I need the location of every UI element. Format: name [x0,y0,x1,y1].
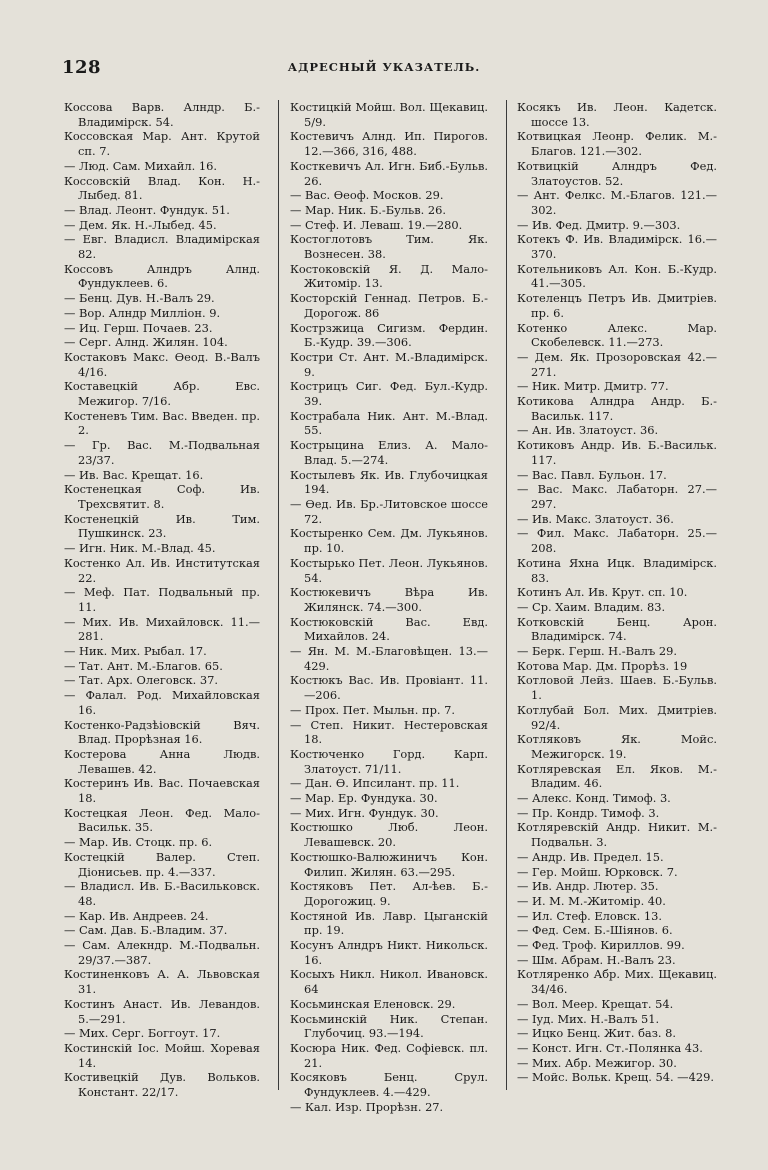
directory-entry: — Берк. Герш. Н.-Валъ 29. [517,644,677,659]
column-divider [506,100,507,1090]
directory-entry: Костюшко-Валюжиничъ Кон. Филип. Жилян. 63.—295. [290,849,488,879]
directory-entry: Котиковъ Андр. Ив. Б.-Васильк. 117. [517,438,717,467]
directory-entry: — Андр. Ив. Предел. 15. [517,849,664,864]
directory-entry: Котлубай Бол. Мих. Дмитріев. 92/4. [517,702,717,732]
directory-entry: Коссовъ Алндръ Алнд. Фундуклеев. 6. [64,261,260,291]
directory-entry: — Иц. Герш. Почаев. 23. [64,320,213,335]
directory-entry: Котляковъ Як. Мойс. Межигорск. 19. [517,732,717,761]
directory-entry: — Ив. Андр. Лютер. 35. [517,879,659,894]
directory-entry: Костюченко Горд. Карп. Златоуст. 71/11. [290,746,488,776]
directory-entry: — Сам. Алекндр. М.-Подвальн. 29/37.—387. [64,938,260,967]
directory-entry: Костоковскій Я. Д. Мало-Житомір. 13. [290,261,488,291]
directory-entry: Костевичъ Алнд. Ип. Пирогов. 12.—366, 316, 488. [290,129,488,159]
directory-entry: Костиненковъ А. А. Львовская 31. [64,967,260,997]
directory-entry: — Мих. Игн. Фундук. 30. [290,805,439,820]
directory-entry: Кострабала Ник. Ант. М.-Влад. 55. [290,408,488,438]
directory-entry: Костырько Пет. Леон. Лукьянов. 54. [290,555,488,585]
directory-entry: — Вор. Алндр Милліон. 9. [64,305,221,320]
directory-entry: Котляренко Абр. Мих. Щекавиц. 34/46. [517,967,717,997]
directory-entry: — Вас. Өеоф. Москов. 29. [290,188,444,203]
directory-entry: — Бенц. Дув. Н.-Валъ 29. [64,291,215,306]
directory-entry: Косюра Ник. Фед. Софіевск. пл. 21. [290,1041,488,1070]
directory-entry: — Ив. Макс. Златоуст. 36. [517,511,674,526]
directory-entry: Котинъ Ал. Ив. Крут. сп. 10. [517,585,688,600]
directory-entry: — Ицко Бенц. Жит. баз. 8. [517,1026,677,1041]
directory-entry: — Мойс. Вольк. Крещ. 54. —429. [517,1070,714,1085]
directory-entry: — Дем. Як. Прозоровская 42.—271. [517,349,717,379]
directory-entry: Костюковскій Вас. Евд. Михайлов. 24. [290,614,488,644]
directory-entry: — Вол. Меер. Крещат. 54. [517,996,674,1011]
directory-entry: — Фалал. Род. Михайловская 16. [64,688,260,717]
directory-entry: Котляревская Ел. Яков. М.-Владим. 46. [517,761,717,791]
directory-entry: Котляревскій Андр. Никит. М.-Подвальн. 3. [517,820,717,850]
directory-entry: Костеринъ Ив. Вас. Почаевская 18. [64,776,260,806]
directory-entry: Костюшко Люб. Леон. Левашевск. 20. [290,820,488,850]
directory-entry: — Фед. Троф. Кириллов. 99. [517,938,685,953]
directory-entry: Костри Ст. Ант. М.-Владимірск. 9. [290,349,488,379]
directory-entry: — Ср. Хаим. Владим. 83. [517,599,666,614]
directory-entry: — Пр. Кондр. Тимоф. 3. [517,805,660,820]
directory-entry: Коссовскій Влад. Кон. Н.-Лыбед. 81. [64,173,260,203]
directory-entry: — Вас. Макс. Лабаторн. 27.—297. [517,482,717,511]
column-2 [290,100,488,1115]
directory-entry: Котковскій Бенц. Арон. Владимірск. 74. [517,614,717,644]
directory-entry: Котова Мар. Дм. Прорѣз. 19 [517,658,688,673]
directory-entry: — Степ. Никит. Нестеровская 18. [290,717,488,747]
directory-entry: Косьминская Еленовск. 29. [290,996,456,1011]
directory-entry: Костинскій Іос. Мойш. Хоревая 14. [64,1041,260,1070]
directory-entry: — Өед. Ив. Бр.-Литовское шоссе 72. [290,496,488,526]
directory-entry: Косторскій Геннад. Петров. Б.-Дорогож. 86 [290,291,488,320]
directory-entry: — Ант. Фелкс. М.-Благов. 121.—302. [517,188,717,217]
directory-entry: — Владисл. Ив. Б.-Васильковск. 48. [64,879,260,908]
directory-entry: — Стеф. И. Леваш. 19.—280. [290,217,463,232]
directory-entry: — Конст. Игн. Ст.-Полянка 43. [517,1041,703,1055]
page-number: 128 [62,57,102,78]
directory-entry: — Мар. Ив. Стоцк. пр. 6. [64,835,213,850]
directory-entry: Котельниковъ Ал. Кон. Б.-Кудр. 41.—305. [517,261,717,291]
directory-entry: — Мар. Ник. Б.-Бульв. 26. [290,202,447,217]
directory-entry: — Ник. Митр. Дмитр. 77. [517,379,669,394]
directory-entry: — Вас. Павл. Бульон. 17. [517,467,667,482]
directory-entry: Кострзжица Сигизм. Фердин. Б.-Кудр. 39.—306. [290,320,488,350]
directory-entry: Котвицкій Алндръ Фед. Златоустов. 52. [517,158,717,188]
directory-entry: — Меф. Пат. Подвальный пр. 11. [64,585,260,614]
column-1 [64,100,260,1100]
directory-entry: Коссовская Мар. Ант. Крутой сп. 7. [64,129,260,159]
directory-entry: Костыренко Сем. Дм. Лукьянов. пр. 10. [290,526,488,556]
directory-entry: — Мих. Серг. Боггоут. 17. [64,1026,221,1041]
directory-entry: — Евг. Владисл. Владимірская 82. [64,232,260,262]
directory-entry: Косыхъ Никл. Никол. Ивановск. 64 [290,967,488,997]
directory-entry: — Ив. Вас. Крещат. 16. [64,467,204,482]
directory-entry: Костылевъ Як. Ив. Глубочицкая 194. [290,467,488,497]
directory-entry: — Фил. Макс. Лабаторн. 25.—208. [517,526,717,556]
directory-entry: — Влад. Леонт. Фундук. 51. [64,202,230,217]
directory-entry: — Іуд. Мих. Н.-Валъ 51. [517,1011,660,1026]
directory-entry: Коставецкій Абр. Евс. Межигор. 7/16. [64,379,260,409]
directory-entry: Костаковъ Макс. Өеод. В.-Валъ 4/16. [64,349,260,379]
directory-entry: Костюкъ Вас. Ив. Провіант. 11.—206. [290,673,488,703]
directory-entry: — Мих. Абр. Межигор. 30. [517,1055,677,1070]
directory-entry: Котина Яхна Ицк. Владимірск. 83. [517,555,717,585]
directory-entry: — Ил. Стеф. Еловск. 13. [517,908,663,923]
directory-entry: — Ив. Фед. Дмитр. 9.—303. [517,217,681,232]
column-divider [278,100,279,1090]
directory-entry: Костецкая Леон. Фед. Мало-Васильк. 35. [64,805,260,835]
directory-entry: — Дан. Ө. Ипсилант. пр. 11. [290,776,460,791]
directory-entry: Костивецкій Дув. Вольков. Констант. 22/17. [64,1070,260,1100]
directory-entry: Костеневъ Тим. Вас. Введен. пр. 2. [64,408,260,438]
directory-entry: Костяковъ Пет. Ал-ѣев. Б.-Дорогожиц. 9. [290,879,488,908]
directory-entry: — Ан. Ив. Златоуст. 36. [517,423,659,438]
directory-entry: Котенко Алекс. Мар. Скобелевск. 11.—273. [517,320,717,350]
directory-entry: Котвицкая Леонр. Фелик. М.-Благов. 121.—302. [517,129,717,159]
column-3 [517,100,717,1085]
directory-entry: — И. М. М.-Житомір. 40. [517,893,666,908]
directory-entry: — Гер. Мойш. Юрковск. 7. [517,864,678,879]
directory-entry: Косьминскій Ник. Степан. Глубочиц. 93.—194. [290,1011,488,1041]
directory-entry: — Кал. Изр. Прорѣзн. 27. [290,1099,444,1114]
directory-entry: Костоглотовъ Тим. Як. Вознесен. 38. [290,232,488,262]
directory-entry: Кострыцина Елиз. А. Мало-Влад. 5.—274. [290,438,488,467]
directory-entry: — Игн. Ник. М.-Влад. 45. [64,541,216,556]
directory-entry: — Ник. Мих. Рыбал. 17. [64,644,207,659]
directory-entry: Костенко-Радзѣіовскій Вяч. Влад. Прорѣзная 16. [64,717,260,747]
directory-entry: Косякъ Ив. Леон. Кадетск. шоссе 13. [517,100,717,129]
directory-entry: — Люд. Сам. Михайл. 16. [64,158,217,173]
directory-entry: Котекъ Ф. Ив. Владимірск. 16.—370. [517,232,717,262]
directory-entry: Косунъ Алндръ Никт. Никольск. 16. [290,938,488,967]
directory-entry: — Серг. Алнд. Жилян. 104. [64,335,228,350]
directory-entry: — Мих. Ив. Михайловск. 11.—281. [64,614,260,644]
directory-entry: Котловой Лейз. Шаев. Б.-Бульв. 1. [517,673,717,703]
directory-entry: Костецкій Валер. Степ. Діонисьев. пр. 4.—337. [64,849,260,879]
directory-entry: Костенко Ал. Ив. Институтская 22. [64,555,260,585]
directory-entry: — Шм. Абрам. Н.-Валъ 23. [517,952,676,967]
directory-entry: Костяной Ив. Лавр. Цыганскій пр. 19. [290,908,488,938]
directory-entry: Косяковъ Бенц. Срул. Фундуклеев. 4.—429. [290,1070,488,1100]
directory-entry: Котеленцъ Петръ Ив. Дмитріев. пр. 6. [517,291,717,320]
directory-entry: Котикова Алндра Андр. Б.-Васильк. 117. [517,394,717,423]
directory-entry: Костенецкій Ив. Тим. Пушкинск. 23. [64,511,260,541]
directory-entry: — Фед. Сем. Б.-Шіянов. 6. [517,923,673,938]
directory-entry: — Ян. М. М.-Благовѣщен. 13.—429. [290,644,488,673]
directory-entry: Костюкевичъ Вѣра Ив. Жилянск. 74.—300. [290,585,488,614]
directory-entry: Костинъ Анаст. Ив. Левандов. 5.—291. [64,996,260,1026]
directory-entry: — Мар. Ер. Фундука. 30. [290,791,438,806]
directory-entry: Костицкій Мойш. Вол. Щекавиц. 5/9. [290,100,488,129]
directory-entry: — Кар. Ив. Андреев. 24. [64,908,209,923]
directory-entry: — Алекс. Конд. Тимоф. 3. [517,791,671,806]
directory-entry: Костенецкая Соф. Ив. Трехсвятит. 8. [64,482,260,511]
directory-entry: — Дем. Як. Н.-Лыбед. 45. [64,217,217,232]
directory-entry: Костерова Анна Людв. Левашев. 42. [64,746,260,776]
directory-entry: Косткевичъ Ал. Игн. Биб.-Бульв. 26. [290,158,488,188]
directory-entry: Кострицъ Сиг. Фед. Бул.-Кудр. 39. [290,379,488,409]
directory-entry: — Тат. Ант. М.-Благов. 65. [64,658,223,673]
running-head: АДРЕСНЫЙ УКАЗАТЕЛЬ. [287,60,481,74]
directory-entry: — Сам. Дав. Б.-Владим. 37. [64,923,228,938]
directory-entry: — Тат. Арх. Олеговск. 37. [64,673,218,688]
directory-entry: — Прох. Пет. Мыльн. пр. 7. [290,702,455,717]
directory-entry: Коссова Варв. Алндр. Б.-Владимірск. 54. [64,100,260,129]
directory-entry: — Гр. Вас. М.-Подвальная 23/37. [64,438,260,467]
